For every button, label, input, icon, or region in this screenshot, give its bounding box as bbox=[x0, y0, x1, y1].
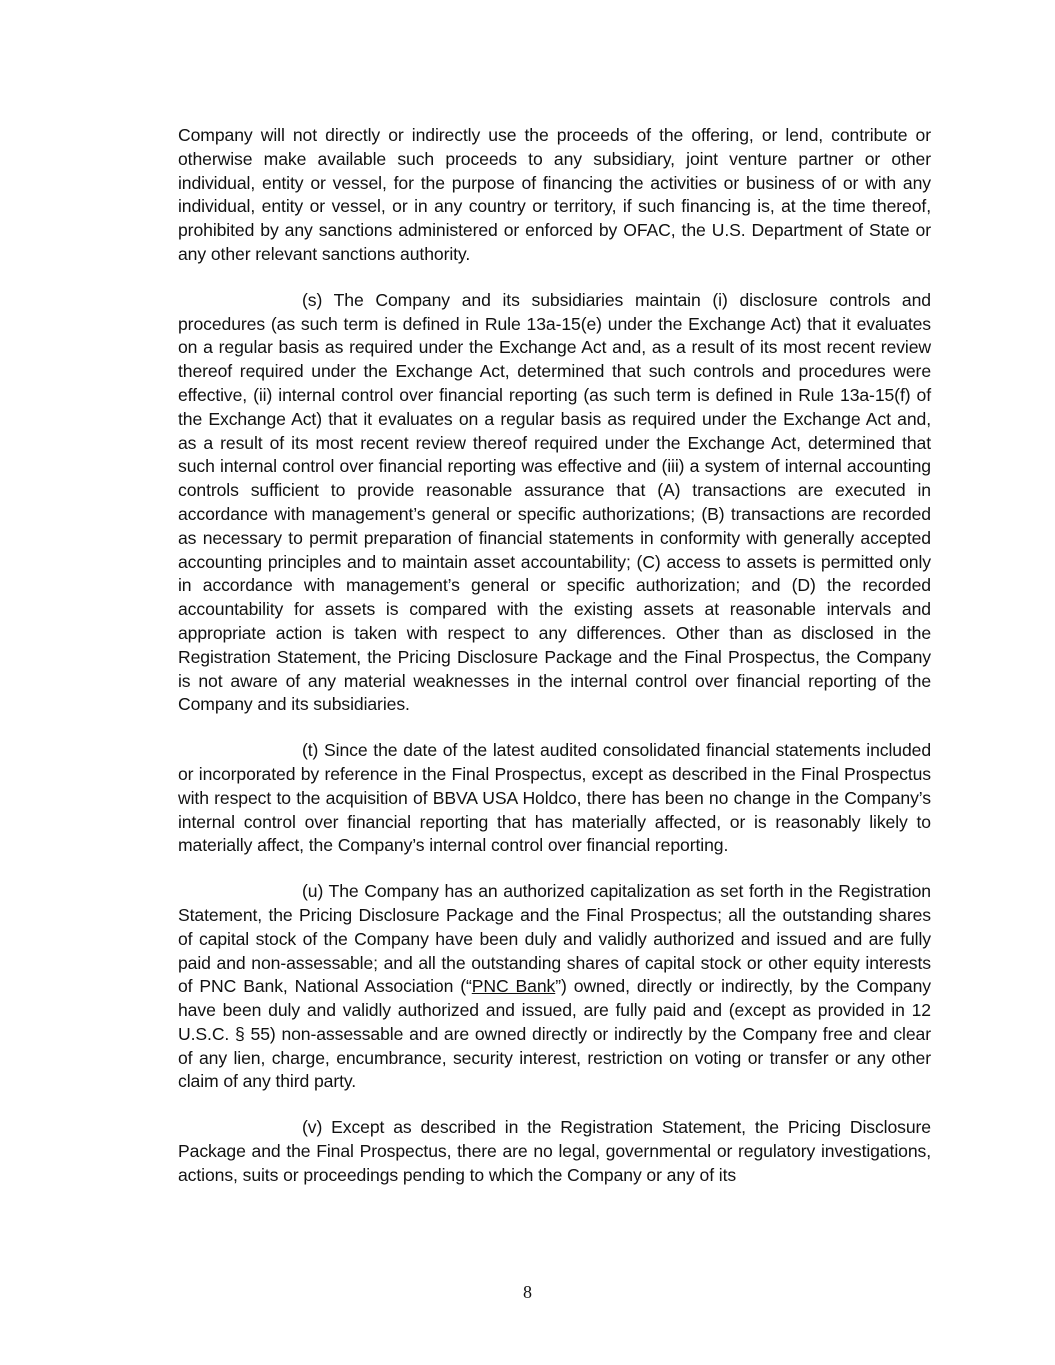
page-number: 8 bbox=[523, 1282, 532, 1302]
paragraph-t: (t) Since the date of the latest audited consolidated financial statements included or incorporated by reference in the Final Prospectus, except as described in the Final Prospectus with respect to the acquisition of BBVA USA Holdco, there has been no change in the Company’s internal control over financial reporting that has materially affected, or is reasonably likely to materially affect, the Company’s internal control over financial reporting. bbox=[178, 740, 931, 856]
paragraph-u-text-before: (u) The Company has an authorized capitalization as set forth in the Registration Statement, the Pricing Disclosure Package and the Final Prospectus; all the outstanding shares of capital stock of the Company have been duly and validly authorized and issued and are fully paid and non-assessable; and all the outstanding shares of capital stock or other equity interests of PNC Bank, National Association (“ bbox=[178, 881, 931, 997]
paragraph-u bbox=[178, 880, 931, 1094]
document-body bbox=[178, 124, 931, 1210]
paragraph-r-continued: Company will not directly or indirectly use the proceeds of the offering, or lend, contribute or otherwise make available such proceeds to any subsidiary, joint venture partner or other individual, entity or vessel, for the purpose of financing the activities or business of or with any individual, entity or vessel, or in any country or territory, if such financing is, at the time thereof, prohibited by any sanctions administered or enforced by OFAC, the U.S. Department of State or any other relevant sanctions authority. bbox=[178, 125, 931, 264]
paragraph-u-text-after: ”) owned, directly or indirectly, by the Company have been duly and validly authorized and issued, are fully paid and (except as provided in 12 U.S.C. § 55) non-assessable and are owned directly or indirectly by the Company free and clear of any lien, charge, encumbrance, security interest, restriction on voting or transfer or any other claim of any third party. bbox=[178, 976, 931, 1092]
defined-term-pnc-bank: PNC Bank bbox=[471, 976, 556, 997]
paragraph-s: (s) The Company and its subsidiaries maintain (i) disclosure controls and procedures (as such term is defined in Rule 13a-15(e) under the Exchange Act) that it evaluates on a regular basis as required under the Exchange Act and, as a result of its most recent review thereof required under the Exchange Act, determined that such controls and procedures were effective, (ii) internal control over financial reporting (as such term is defined in Rule 13a-15(f) of the Exchange Act) that it evaluates on a regular basis as required under the Exchange Act and, as a result of its most recent review thereof required under the Exchange Act, determined that such internal control over financial reporting was effective and (iii) a system of internal accounting controls sufficient to provide reasonable assurance that (A) transactions are executed in accordance with management’s general or specific authorizations; (B) transactions are recorded as necessary to permit preparation of financial statements in conformity with generally accepted accounting principles and to maintain asset accountability; (C) access to assets is permitted only in accordance with management’s general or specific authorization; and (D) the recorded accountability for assets is compared with the existing assets at reasonable intervals and appropriate action is taken with respect to any differences. Other than as disclosed in the Registration Statement, the Pricing Disclosure Package and the Final Prospectus, the Company is not aware of any material weaknesses in the internal control over financial reporting of the Company and its subsidiaries. bbox=[178, 289, 931, 715]
paragraph-v: (v) Except as described in the Registration Statement, the Pricing Disclosure Package and the Final Prospectus, there are no legal, governmental or regulatory investigations, actions, suits or proceedings pending to which the Company or any of its bbox=[178, 1117, 931, 1185]
